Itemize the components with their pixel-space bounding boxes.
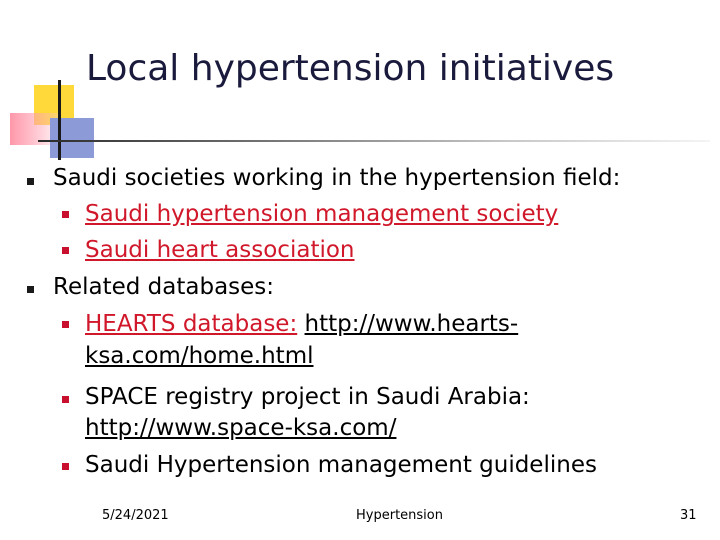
list-item: Saudi societies working in the hypertension field:	[53, 165, 621, 191]
list-item: Saudi Hypertension management guidelines	[85, 452, 597, 478]
link-saudi-hypertension-society[interactable]: Saudi hypertension management society	[85, 201, 559, 227]
bullet-square-icon	[27, 178, 34, 185]
footer-date: 5/24/2021	[102, 508, 169, 523]
link-saudi-heart-association[interactable]: Saudi heart association	[85, 237, 355, 263]
space-registry-link[interactable]: http://www.space-ksa.com/	[85, 415, 397, 441]
list-item: SPACE registry project in Saudi Arabia:	[85, 384, 530, 410]
hearts-link[interactable]: http://www.hearts-	[304, 311, 519, 337]
hearts-database-label[interactable]: HEARTS database:	[85, 311, 298, 337]
sub-bullet-square-icon	[62, 463, 69, 470]
bullet-square-icon	[27, 286, 34, 293]
decor-vertical-line	[58, 80, 61, 160]
hearts-link-continued[interactable]: ksa.com/home.html	[85, 343, 314, 369]
sub-bullet-square-icon	[62, 321, 69, 328]
page-number: 31	[680, 508, 697, 523]
footer-title: Hypertension	[356, 508, 443, 523]
slide-title: Local hypertension initiatives	[86, 48, 615, 89]
list-item: Related databases:	[53, 274, 275, 300]
list-item	[85, 310, 518, 338]
decor-blue-square	[50, 118, 94, 158]
title-underline	[38, 140, 710, 142]
sub-bullet-square-icon	[62, 247, 69, 254]
sub-bullet-square-icon	[62, 211, 69, 218]
sub-bullet-square-icon	[62, 396, 69, 403]
